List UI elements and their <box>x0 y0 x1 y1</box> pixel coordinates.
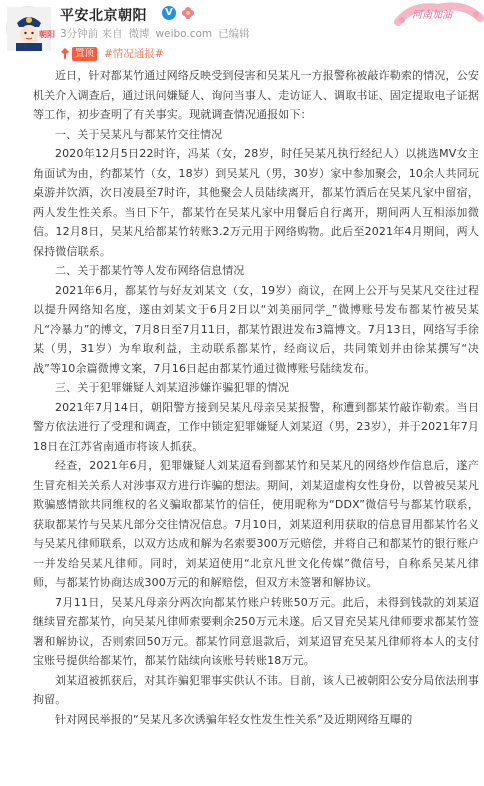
edited-label[interactable]: 已编辑 <box>218 28 250 40</box>
paragraph-section-3a: 2021年7月14日，朝阳警方接到吴某凡母亲吴某报警，称遭到都某竹敲诈勒索。当日警方依法进行了受理和调查，工作中锁定犯罪嫌疑人刘某迢（男，23岁），并于2021年7月18日在江苏省南通市将该人抓获。 <box>33 400 479 453</box>
post-time: 3分钟前 来自 <box>60 28 123 40</box>
paragraph-final: 针对网民举报的“吴某凡多次诱骗年轻女性发生性关系”及近期网络互曝的 <box>55 712 413 726</box>
paragraph-section-1: 2020年12月5日22时许，冯某（女，28岁，时任吴某凡执行经纪人）以挑选MV女主角面试为由，约都某竹（女，18岁）到吴某凡（男，30岁）家中参加聚会，10余人共同玩桌游并饮酒，次日凌晨至7时许，其他聚会人员陆续离开，都某竹酒后在吴某凡家中留宿，两人发生性关系。当日下午，都某竹在吴某凡家中用餐后自行离开，期间两人互相添加微信。12月8日，吴某凡给都某竹转账3.2万元用于网络购物。此后至2021年4月期间，两人保持微信联系。 <box>33 147 479 258</box>
verified-icon: V <box>162 6 176 20</box>
banner-text: 河南加油 <box>412 10 452 21</box>
post-content <box>33 66 479 729</box>
police-avatar-icon <box>7 7 55 51</box>
svg-text:朝阳: 朝阳 <box>39 30 55 39</box>
post-source[interactable]: 微博 <box>128 28 150 40</box>
paragraph-section-3b: 经查，2021年6月，犯罪嫌疑人刘某迢看到都某竹和吴某凡的网络炒作信息后，遂产生冒充相关关系人对涉事双方进行诈骗的想法。期间，刘某迢虚构女性身份，以曾被吴某凡欺骗感情欲共同维权的名义骗取都某竹的信任，使用昵称为“DDX”微信号与都某竹联系，获取都某竹与吴某凡部分交往情况信息。7月10日，刘某迢利用获取的信息冒用都某竹名义与吴某凡律师联系，以双方达成和解为名索要300万元赔偿，并将自己和都某竹的银行账户一并发给吴某凡律师。同时，刘某迢使用“北京凡世文化传媒”微信号，自称系吴某凡律师，与都某竹协商达成300万元的和解赔偿，但双方未签署和解协议。 <box>33 459 479 589</box>
flower-icon <box>180 5 196 21</box>
section-heading-1: 一、关于吴某凡与都某竹交往情况 <box>55 127 223 141</box>
account-name[interactable]: 平安北京朝阳 <box>60 8 147 24</box>
paragraph-section-3c: 7月11日，吴某凡母亲分两次向都某竹账户转账50万元。此后，未得到钱款的刘某迢继续冒充都某竹，向吴某凡律师索要剩余250万元未遂。后又冒充吴某凡律师要求都某竹签署和解协议，否则索回50万元。都某竹同意退款后，刘某迢冒充吴某凡律师将本人的支付宝账号提供给都某竹，都某竹陆续向该账号转账18万元。 <box>33 595 479 667</box>
section-heading-2: 二、关于都某竹等人发布网络信息情况 <box>55 264 245 277</box>
topic-hashtag[interactable]: #情况通报# <box>104 48 164 60</box>
post-header <box>0 0 484 50</box>
paragraph-section-2: 2021年6月，都某竹与好友刘某文（女，19岁）商议，在网上公开与吴某凡交往过程以提升网络知名度，遂由刘某文于6月2日以“刘美丽同学_”微博账号发布都某竹被吴某凡“冷暴力”的博文，7月8日至7月11日，都某竹跟进发布3篇博文。7月13日，网络写手徐某（男，31岁）为牟取利益，主动联系都某竹，经商议后，共同策划并由徐某撰写“决战”等10余篇微博文案，7月16日起由都某竹通过微博账号陆续发布。 <box>33 283 479 375</box>
paragraph-section-3d: 刘某迢被抓获后，对其诈骗犯罪事实供认不讳。目前，该人已被朝阳公安分局依法刑事拘留。 <box>33 673 479 706</box>
avatar[interactable] <box>6 6 55 50</box>
post-source-url[interactable]: weibo.com <box>155 28 213 40</box>
section-heading-3: 三、关于犯罪嫌疑人刘某迢涉嫌诈骗犯罪的情况 <box>55 381 290 394</box>
pinned-badge: 置顶 <box>72 47 97 61</box>
post-meta <box>60 26 256 41</box>
pin-icon <box>60 48 70 60</box>
paragraph-intro: 近日，针对都某竹通过网络反映受到侵害和吴某凡一方报警称被敲诈勒索的情况，公安机关介入调查后，通过讯问嫌疑人、询问当事人、走访证人、调取书证、固定提取电子证据等工作，初步查明了有关事实。现就调查情况通报如下： <box>33 69 479 121</box>
